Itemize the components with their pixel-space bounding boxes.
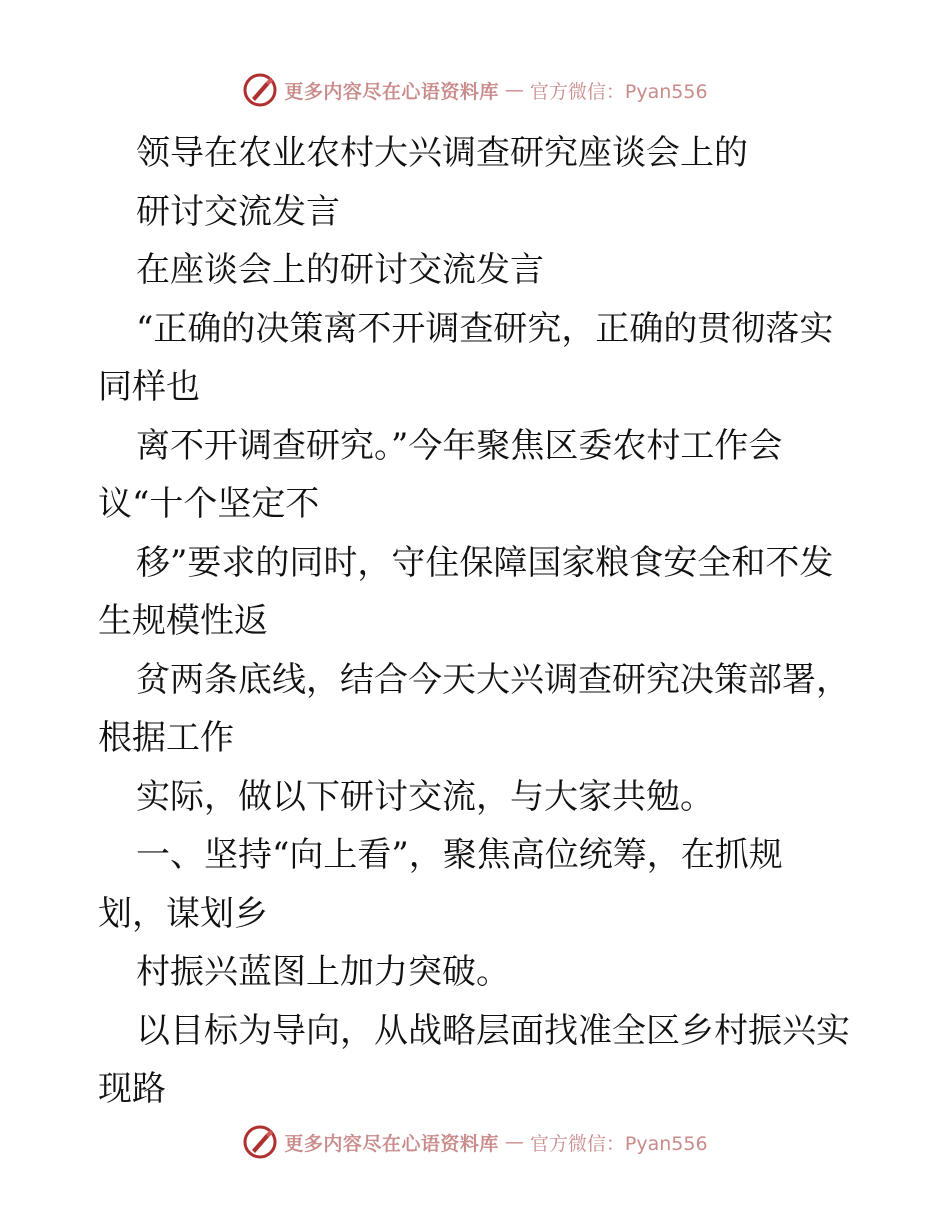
text-line: 同样也 [98,367,200,407]
footer-watermark [0,1124,950,1160]
text-line: 以目标为导向，从战略层面找准全区乡村振兴实 [136,1010,850,1051]
text-line: 贫两条底线，结合今天大兴调查研究决策部署， [136,659,850,700]
watermark-contact: 官方微信：Pyan556 [529,80,708,103]
text-line: “正确的决策离不开调查研究，正确的贯彻落实 [136,308,834,349]
document-body [98,124,858,1119]
text-line: 一、坚持“向上看”，聚焦高位统筹，在抓规 [136,835,783,875]
text-line: 根据工作 [98,718,234,758]
watermark-text: 更多内容尽在心语资料库 [284,80,499,103]
text-line: 议“十个坚定不 [98,484,320,524]
pen-seal-icon [242,1124,278,1160]
text-line: 生规模性返 [98,601,268,641]
pen-seal-icon [242,72,278,108]
watermark-contact: 官方微信：Pyan556 [529,1132,708,1155]
text-line: 研讨交流发言 [136,191,340,232]
text-line: 离不开调查研究。”今年聚焦区委农村工作会 [136,425,783,466]
text-line: 划，谋划乡 [98,893,268,934]
watermark-separator: — [504,79,524,101]
watermark-text: 更多内容尽在心语资料库 [284,1132,499,1155]
text-line: 领导在农业农村大兴调查研究座谈会上的 [136,133,748,173]
text-line: 村振兴蓝图上加力突破。 [136,952,510,992]
header-watermark [0,72,950,108]
text-line: 移”要求的同时，守住保障国家粮食安全和不发 [136,542,834,583]
text-line: 实际，做以下研讨交流，与大家共勉。 [136,776,714,817]
text-line: 现路 [98,1069,166,1109]
watermark-separator: — [504,1131,524,1153]
text-line: 在座谈会上的研讨交流发言 [136,250,544,290]
